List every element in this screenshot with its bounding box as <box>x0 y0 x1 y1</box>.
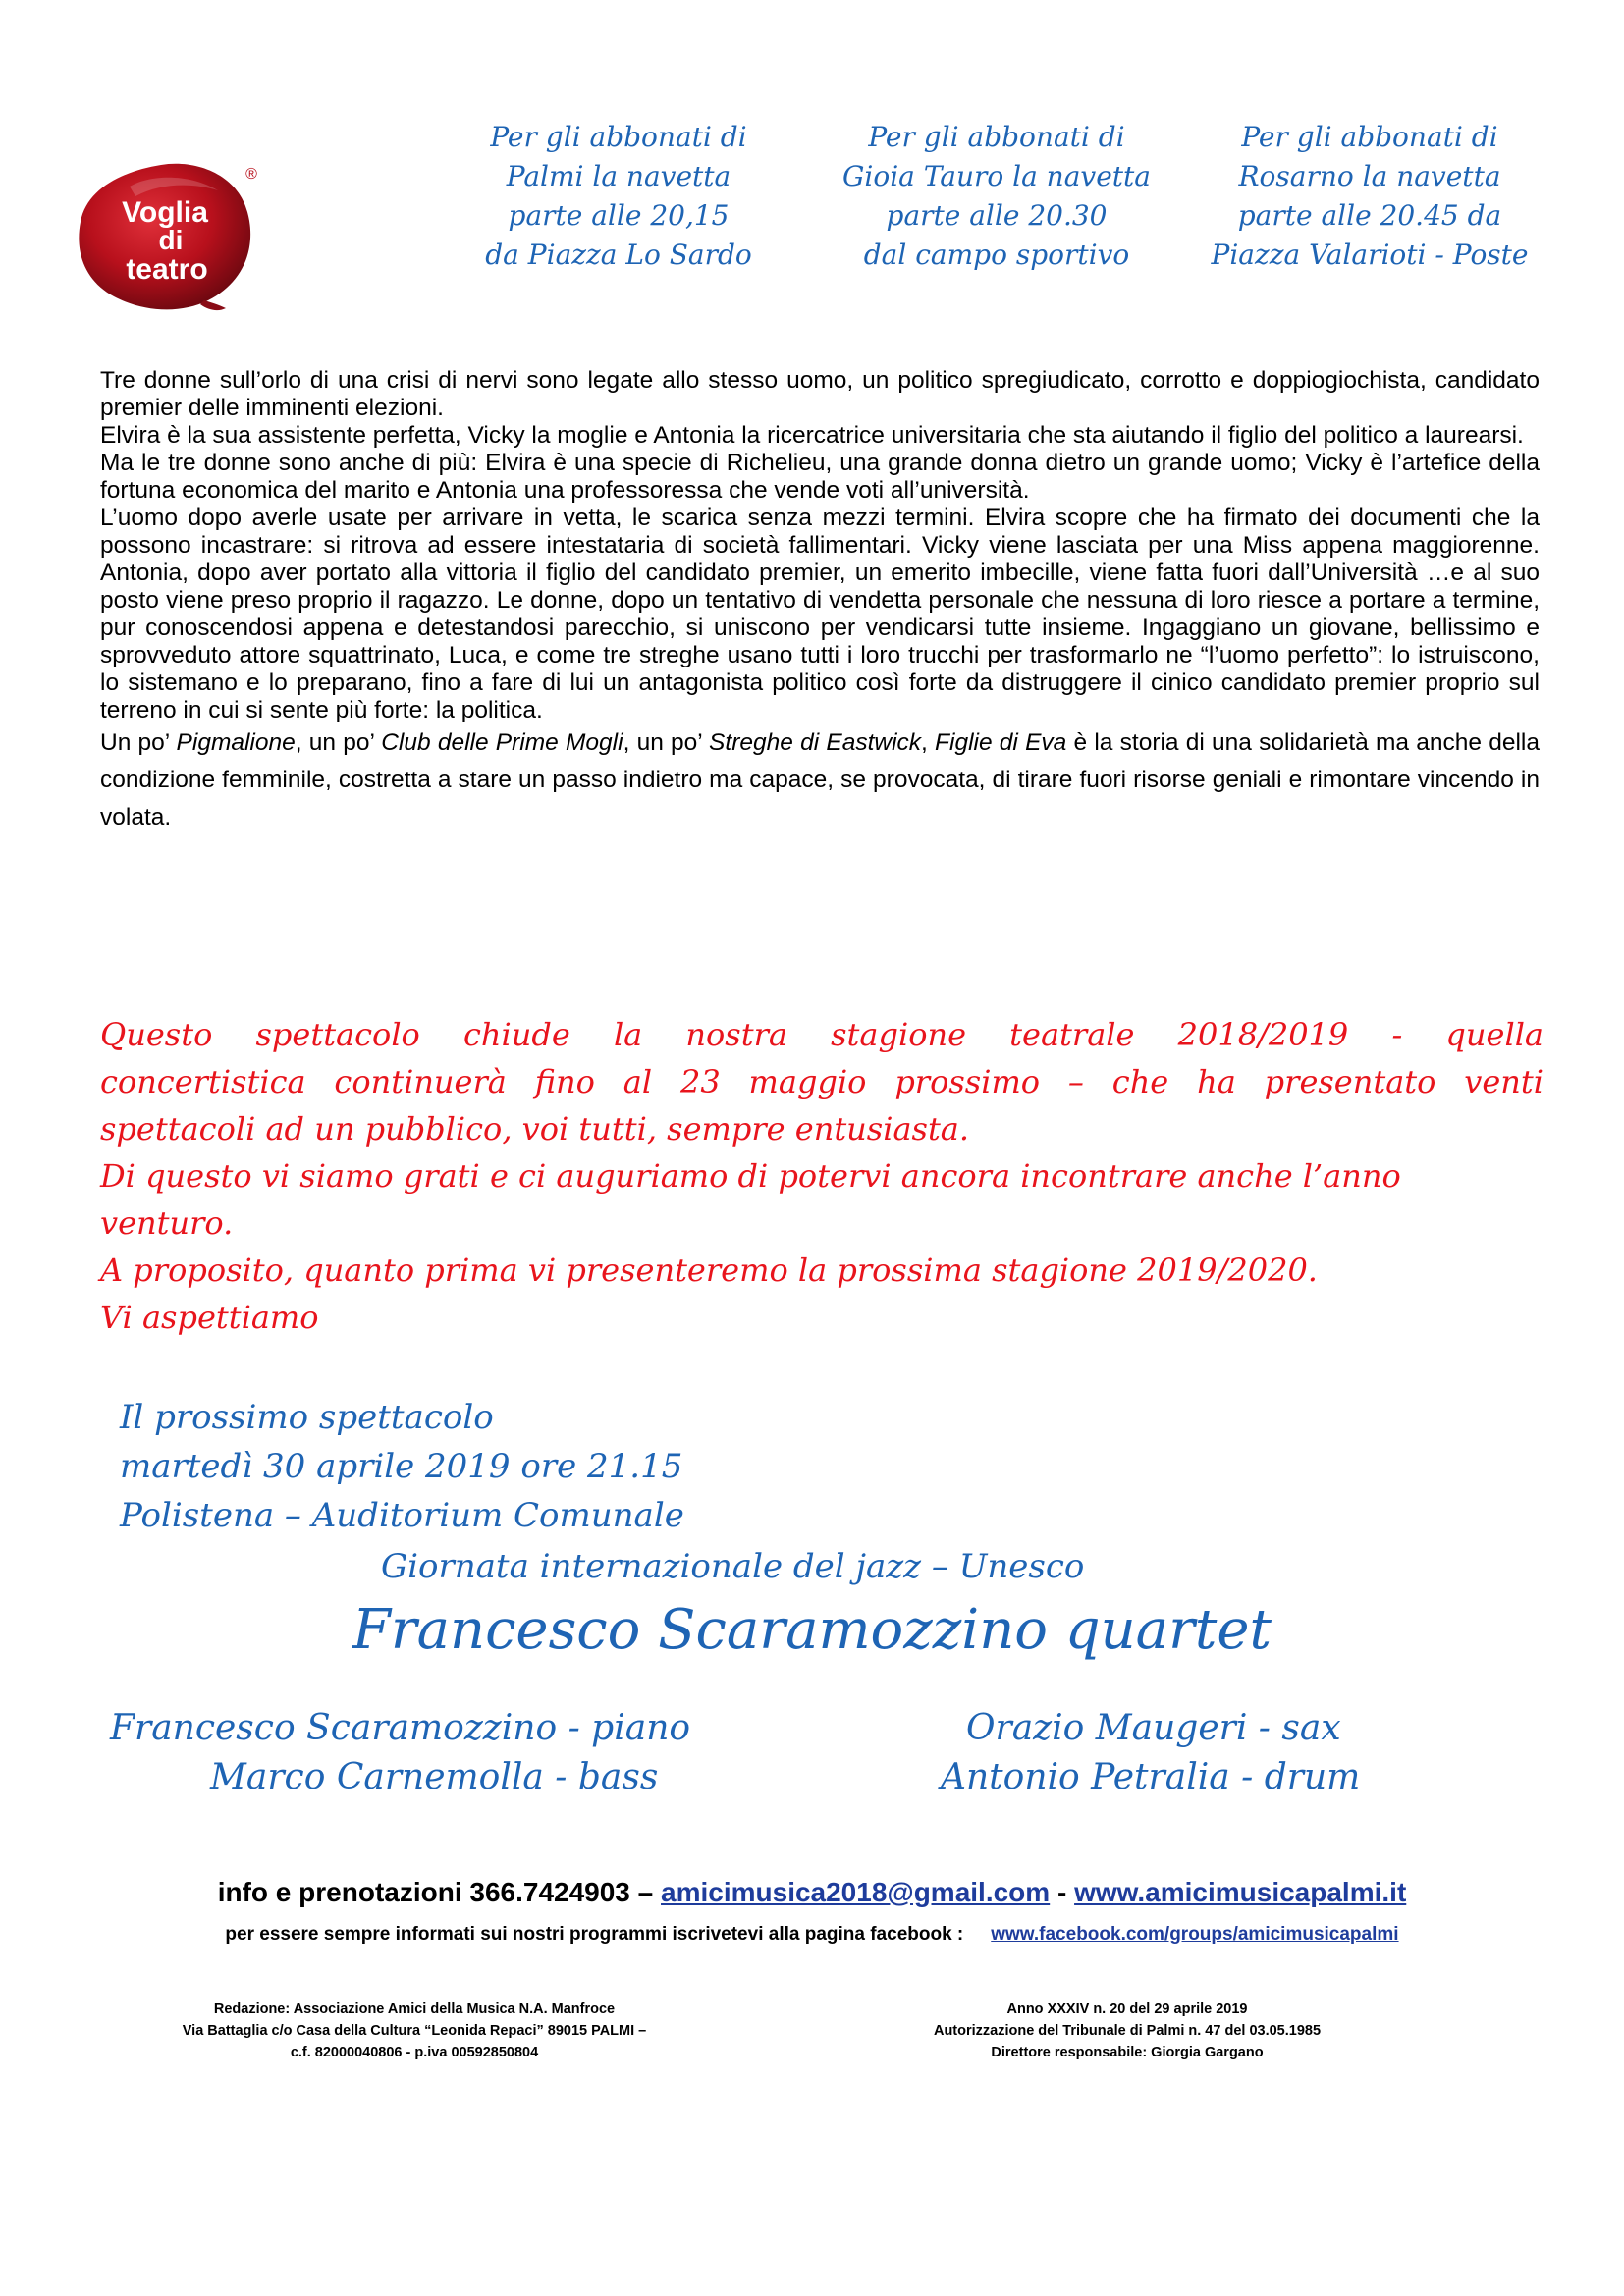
band-member: Orazio Maugeri - sax <box>966 1708 1341 1748</box>
synopsis <box>100 367 1540 836</box>
shuttle-line: da Piazza Lo Sardo <box>485 239 752 271</box>
facebook-line <box>0 1924 1624 1946</box>
title-streghe-eastwick: Streghe di Eastwick <box>709 729 922 756</box>
next-event-date: martedì 30 aprile 2019 ore 21.15 <box>120 1447 683 1486</box>
band-member: Antonio Petralia - drum <box>941 1757 1361 1797</box>
closing-line: Di questo vi siamo grati e ci auguriamo di potervi ancora incontrare anche l’anno <box>100 1157 1401 1195</box>
text-run: Un po’ <box>100 729 177 756</box>
closing-line: concertistica continuerà fino al 23 maggio prossimo – che ha presentato venti <box>100 1063 1543 1100</box>
contact-info-line <box>0 1877 1624 1908</box>
text-run: , un po’ <box>623 729 710 756</box>
synopsis-paragraph <box>100 724 1540 836</box>
footer-line: c.f. 82000040806 - p.iva 00592850804 <box>290 2045 539 2060</box>
next-event-occasion: Giornata internazionale del jazz – Unesco <box>381 1547 1085 1586</box>
facebook-link[interactable]: www.facebook.com/groups/amicimusicapalmi <box>991 1924 1399 1945</box>
shuttle-line: dal campo sportivo <box>863 239 1130 271</box>
shuttle-line: Per gli abbonati di <box>490 121 747 153</box>
title-figlie-di-eva: Figlie di Eva <box>935 729 1067 756</box>
info-phone-text: info e prenotazioni 366.7424903 – <box>217 1877 662 1907</box>
next-event-label: Il prossimo spettacolo <box>120 1398 494 1437</box>
synopsis-paragraph: L’uomo dopo averle usate per arrivare in vetta, le scarica senza mezzi termini. Elvira scopre che ha firmato dei documenti che la possono incastrare: si ritrova ad essere intestataria di società fallimentari. Vicky viene lasciata per una Miss appena maggiorenne. Antonia, dopo aver portato alla vittoria il figlio del candidato premier, un emerito imbecille, viene fatta fuori dall’Università …e al suo posto viene preso proprio il ragazzo. Le donne, dopo un tentativo di vendetta personale che nessuna di loro riesce a portare a termine, pur conoscendosi appena e detestandosi parecchio, si uniscono per vendicarsi tutte insieme. Ingaggiano un giovane, bellissimo e sprovveduto attore squattrinato, Luca, e come tre streghe usano tutti i loro trucchi per trasformarlo ne “l’uomo perfetto”: lo istruiscono, lo sistemano e lo preparano, fino a fare di lui un antagonista politico così forte da distruggere il cinico candidato premier proprio sul terreno in cui si sente più forte: la politica. <box>100 505 1540 723</box>
shuttle-line: Rosarno la navetta <box>1238 160 1501 192</box>
shuttle-line: Gioia Tauro la navetta <box>842 160 1151 192</box>
title-pigmalione: Pigmalione <box>176 729 296 756</box>
synopsis-paragraph: Elvira è la sua assistente perfetta, Vicky la moglie e Antonia la ricercatrice universitaria che sta aiutando il figlio del politico a laurearsi. <box>100 422 1524 449</box>
footer-registration <box>813 1999 1441 2063</box>
text-run: , un po’ <box>295 729 382 756</box>
footer-line: Via Battaglia c/o Casa della Cultura “Leonida Repaci” 89015 PALMI – <box>182 2023 647 2039</box>
shuttle-line: Per gli abbonati di <box>1241 121 1498 153</box>
logo-word-2: di <box>158 225 184 255</box>
footer-line: Direttore responsabile: Giorgia Gargano <box>991 2045 1264 2060</box>
shuttle-line: Palmi la navetta <box>506 160 731 192</box>
text-run: è la storia di una solidarietà ma anche della condizione femminile, costretta a stare un passo indietro ma capace, se provocata, di tirare fuori risorse geniali e rimontare vincendo in volata. <box>100 729 1541 830</box>
shuttle-line: Per gli abbonati di <box>868 121 1125 153</box>
shuttle-info-palmi <box>457 118 781 275</box>
facebook-invite-text: per essere sempre informati sui nostri programmi iscrivetevi alla pagina facebook : <box>225 1924 964 1945</box>
email-link[interactable]: amicimusica2018@gmail.com <box>661 1877 1051 1907</box>
title-club-prime-mogli: Club delle Prime Mogli <box>381 729 623 756</box>
shuttle-line: parte alle 20.30 <box>886 199 1108 232</box>
shuttle-line: Piazza Valarioti - Poste <box>1211 239 1529 271</box>
next-event-venue: Polistena – Auditorium Comunale <box>120 1496 684 1535</box>
website-link[interactable]: www.amicimusicapalmi.it <box>1074 1877 1407 1907</box>
closing-line: Questo spettacolo chiude la nostra stagione teatrale 2018/2019 - quella <box>100 1016 1543 1053</box>
footer-publisher <box>100 1999 729 2063</box>
shuttle-info-rosarno <box>1208 118 1532 275</box>
text-run: , <box>921 729 936 756</box>
season-closing-message <box>100 1011 1543 1341</box>
shuttle-info-gioia-tauro <box>835 118 1159 275</box>
headliner-title: Francesco Scaramozzino quartet <box>352 1598 1272 1662</box>
logo-word-3: teatro <box>126 253 208 286</box>
synopsis-paragraph: Ma le tre donne sono anche di più: Elvira è una specie di Richelieu, una grande donna dietro un grande uomo; Vicky è l’artefice della fortuna economica del marito e Antonia una professoressa che vende voti all’università. <box>100 450 1540 504</box>
registered-mark: ® <box>245 166 257 183</box>
footer-line: Anno XXXIV n. 20 del 29 aprile 2019 <box>1006 2002 1248 2017</box>
band-member: Francesco Scaramozzino - piano <box>110 1708 691 1748</box>
footer-line: Redazione: Associazione Amici della Musica N.A. Manfroce <box>213 2002 616 2017</box>
closing-line: A proposito, quanto prima vi presenteremo la prossima stagione 2019/2020. <box>100 1252 1318 1289</box>
synopsis-paragraph: Tre donne sull’orlo di una crisi di nervi sono legate allo stesso uomo, un politico spregiudicato, corrotto e doppiogiochista, candidato premier delle imminenti elezioni. <box>100 367 1540 421</box>
shuttle-line: parte alle 20.45 da <box>1237 199 1502 232</box>
footer-line: Autorizzazione del Tribunale di Palmi n. 47 del 03.05.1985 <box>933 2023 1322 2039</box>
separator: - <box>1050 1877 1075 1907</box>
band-member: Marco Carnemolla - bass <box>210 1757 659 1797</box>
shuttle-line: parte alle 20,15 <box>508 199 730 232</box>
voglia-di-teatro-logo <box>71 157 267 314</box>
closing-line: venturo. <box>100 1204 234 1242</box>
closing-line: Vi aspettiamo <box>100 1299 319 1336</box>
logo-word-1: Voglia <box>122 196 208 229</box>
closing-line: spettacoli ad un pubblico, voi tutti, sempre entusiasta. <box>100 1110 970 1148</box>
